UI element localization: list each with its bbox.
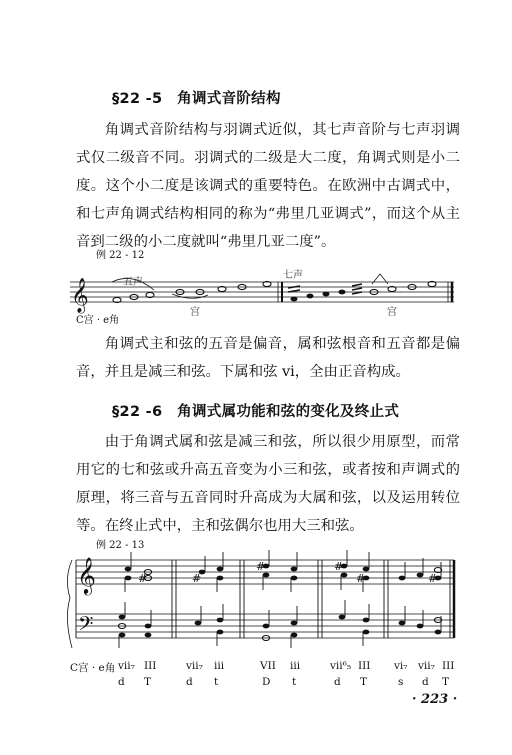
svg-text:#: #: [192, 572, 202, 585]
svg-text:#: #: [334, 560, 344, 573]
svg-text:#: #: [138, 572, 148, 585]
roman-numeral: VII: [260, 660, 276, 672]
roman-numeral: vii₇: [418, 660, 435, 672]
key-label-ex1: C宫 · e角: [76, 315, 120, 326]
function-label: T: [144, 676, 152, 688]
svg-text:#: #: [428, 572, 438, 585]
key-label-ex2: C宫 · e角: [70, 662, 116, 674]
roman-numeral: vii₇: [186, 660, 203, 672]
paragraph-chords: [76, 330, 460, 386]
paragraph-scale-structure: [76, 116, 460, 256]
function-label: s: [398, 676, 404, 688]
function-label: d: [422, 676, 429, 688]
function-label: d: [334, 676, 341, 688]
roman-numeral: III: [358, 660, 371, 672]
function-label: t: [214, 676, 219, 688]
treble-clef-icon: 𝄞: [71, 278, 89, 313]
example-label-22-13: 例 22 - 13: [96, 540, 145, 551]
section-heading-22-5: §22 -5 角调式音阶结构: [112, 91, 281, 107]
roman-numeral: III: [442, 660, 455, 672]
roman-numeral: vi₇: [394, 660, 408, 672]
function-label: T: [442, 676, 450, 688]
svg-text:#: #: [256, 560, 266, 573]
paragraph-dominant: [76, 428, 460, 540]
bass-clef-icon: 𝄢: [78, 612, 94, 640]
roman-numeral: vii₇: [118, 660, 135, 672]
roman-numeral: III: [144, 660, 157, 672]
roman-numeral: iii: [214, 660, 225, 672]
paragraph-text: 角调式主和弦的五音是偏音，属和弦根音和五音都是偏音，并且是减三和弦。下属和弦 vi，全由正音构成。: [76, 336, 460, 380]
function-label: T: [360, 676, 368, 688]
section-heading-22-6: §22 -6 角调式属功能和弦的变化及终止式: [112, 404, 400, 420]
roman-numeral: vii⁶₅: [330, 660, 352, 672]
function-label: d: [118, 676, 125, 688]
paragraph-text: 由于角调式属和弦是减三和弦，所以很少用原型，而常用它的七和弦或升高五音变为小三和弦，或者按和声调式的原理，将三音与五音同时升高成为大属和弦，以及运用转位等。在终止式中，主和弦偶尔也用大三和弦。: [76, 434, 460, 534]
function-label: D: [262, 676, 271, 688]
example-label-22-12: 例 22 - 12: [96, 250, 145, 261]
label-seven-tone: 七声: [283, 270, 303, 281]
label-gong-right: 宫: [387, 307, 397, 318]
example-22-13-grand-staff: [62, 548, 462, 658]
paragraph-text: 角调式音阶结构与羽调式近似，其七声音阶与七声羽调式仅二级音不同。羽调式的二级是大二度，角调式则是小二度。这个小二度是该调式的重要特色。在欧洲中古调式中，和七声角调式结构相同的称为“弗里几亚调式”，而这个从主音到二级的小二度就叫“弗里几亚二度”。: [76, 122, 460, 250]
label-gong-left: 宫: [190, 307, 200, 318]
label-five-tone: 五声: [123, 277, 143, 288]
example-22-12-staff: [62, 262, 462, 320]
treble-clef-icon: 𝄞: [77, 556, 96, 594]
page-number: · 223 ·: [412, 692, 458, 707]
function-label: t: [292, 676, 297, 688]
svg-text:#: #: [356, 572, 366, 585]
function-label: d: [186, 676, 193, 688]
roman-numeral: iii: [290, 660, 301, 672]
